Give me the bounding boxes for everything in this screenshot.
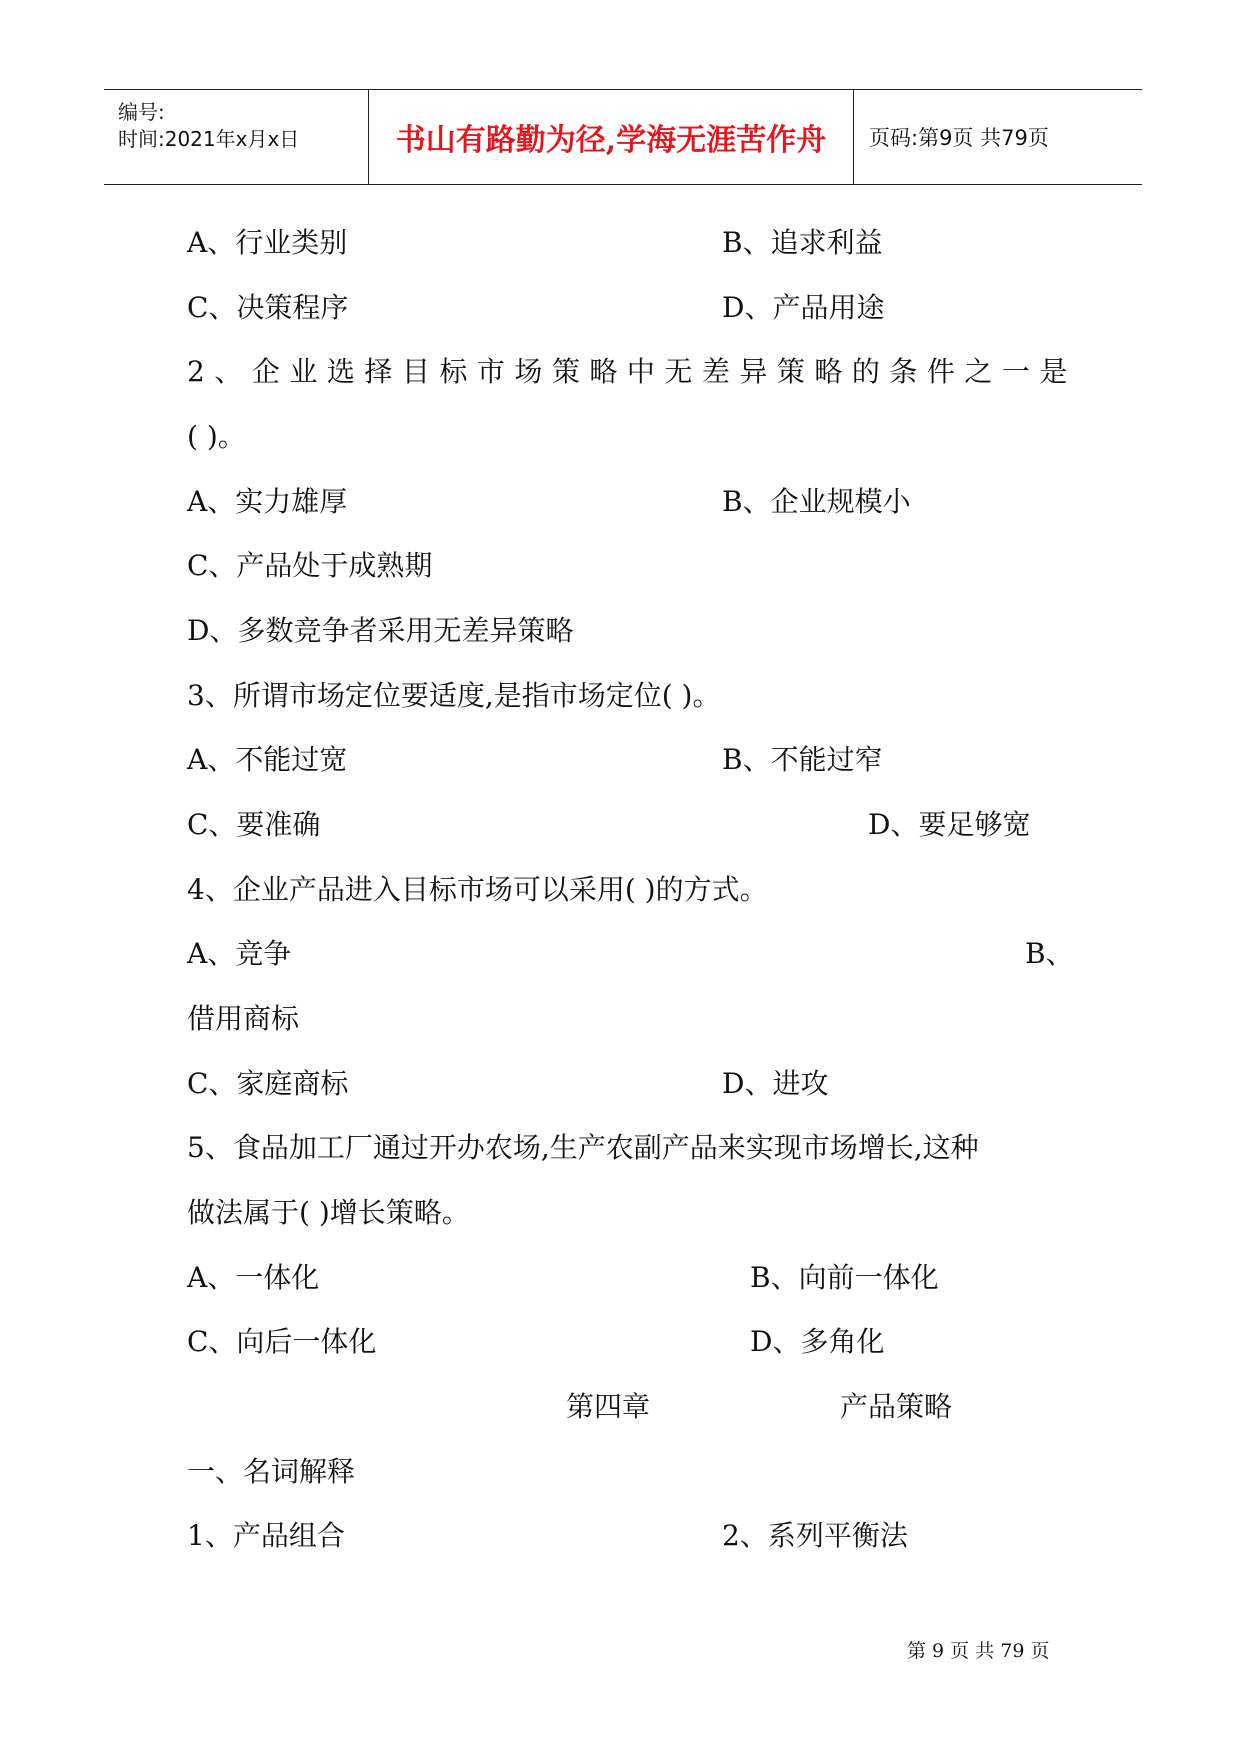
chapter-number: 第四章 (566, 1390, 651, 1423)
q3-option-c: C、要准确 (187, 808, 321, 841)
q3-question: 3、所谓市场定位要适度,是指市场定位( )。 (187, 679, 721, 712)
term-1: 1、产品组合 (187, 1519, 345, 1552)
q5-option-b: B、向前一体化 (750, 1261, 939, 1294)
q4-option-a: A、竞争 (187, 937, 292, 970)
header-motto: 书山有路勤为径,学海无涯苦作舟 (395, 123, 827, 158)
q3-option-d: D、要足够宽 (868, 808, 1031, 841)
q2-option-a: A、实力雄厚 (187, 485, 348, 518)
page-header (104, 89, 1142, 185)
q3-option-a: A、不能过宽 (187, 743, 348, 776)
q5-option-d: D、多角化 (750, 1325, 885, 1358)
q2-question: 2、企业选择目标市场策略中无差异策略的条件之一是 (187, 355, 1077, 388)
document-number-label: 编号: (118, 100, 165, 124)
term-2: 2、系列平衡法 (722, 1519, 908, 1552)
q2-question-blank: ( )。 (187, 420, 246, 453)
q2-option-b: B、企业规模小 (722, 485, 911, 518)
q4-option-c: C、家庭商标 (187, 1067, 349, 1100)
document-time-label: 时间:2021年x月x日 (118, 127, 300, 151)
q5-option-c: C、向后一体化 (187, 1325, 377, 1358)
header-motto-cell (369, 90, 854, 184)
q1-option-c: C、决策程序 (187, 291, 349, 324)
q4-option-b-prefix: B、 (1025, 937, 1074, 970)
q5-question-cont: 做法属于( )增长策略。 (187, 1196, 470, 1229)
q4-question: 4、企业产品进入目标市场可以采用( )的方式。 (187, 873, 768, 906)
section-heading: 一、名词解释 (187, 1455, 356, 1488)
q5-question: 5、食品加工厂通过开办农场,生产农副产品来实现市场增长,这种 (187, 1131, 979, 1164)
header-meta-cell (104, 90, 369, 184)
chapter-title: 产品策略 (840, 1390, 953, 1423)
header-page-cell (869, 90, 1049, 184)
q4-option-d: D、进攻 (722, 1067, 829, 1100)
q1-option-a: A、行业类别 (187, 226, 348, 259)
q4-option-b: 借用商标 (187, 1002, 300, 1035)
header-page-number: 页码:第9页 共79页 (869, 126, 1049, 150)
page-footer: 第 9 页 共 79 页 (907, 1640, 1050, 1662)
q2-option-c: C、产品处于成熟期 (187, 549, 433, 582)
q1-option-d: D、产品用途 (722, 291, 885, 324)
q5-option-a: A、一体化 (187, 1261, 320, 1294)
q3-option-b: B、不能过窄 (722, 743, 883, 776)
q1-option-b: B、追求利益 (722, 226, 883, 259)
q2-option-d: D、多数竞争者采用无差异策略 (187, 614, 574, 647)
